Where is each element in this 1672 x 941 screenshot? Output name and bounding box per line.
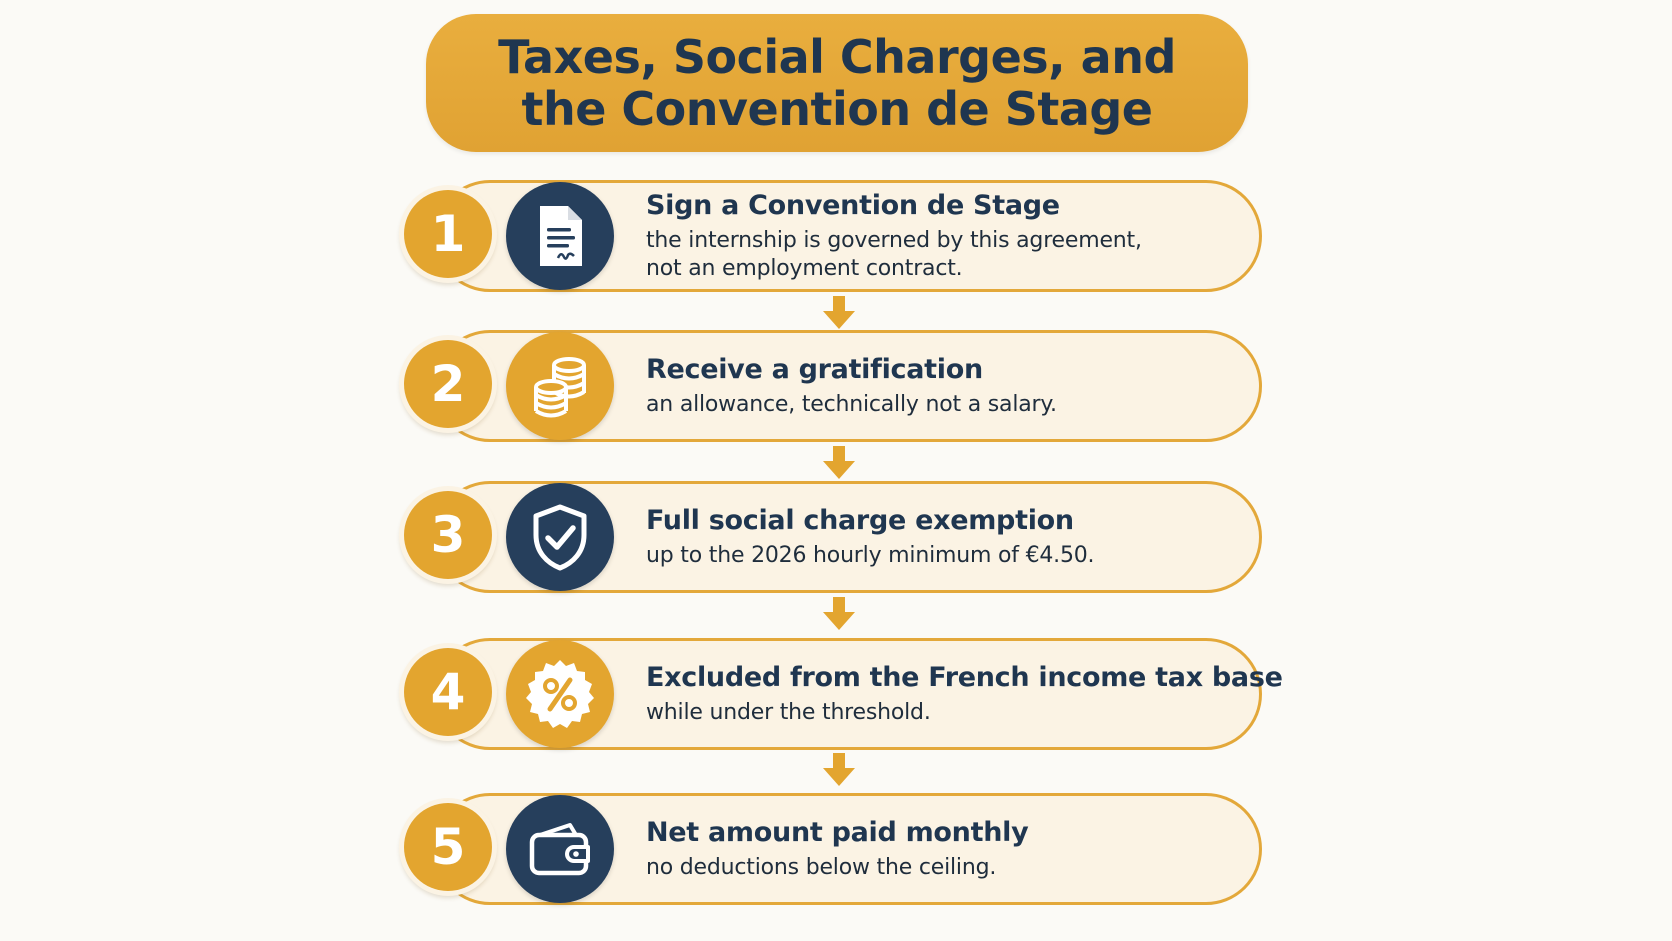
down-arrow-icon xyxy=(822,296,856,330)
step-1-text xyxy=(646,178,1246,294)
step-2-text xyxy=(646,328,1246,444)
wallet-icon xyxy=(506,795,614,903)
step-4-title: Excluded from the French income tax base xyxy=(646,662,1283,693)
step-4-desc: while under the threshold. xyxy=(646,700,931,725)
step-5-title: Net amount paid monthly xyxy=(646,817,1029,848)
title-line-2: the Convention de Stage xyxy=(521,82,1153,136)
percent-badge-icon xyxy=(506,640,614,748)
title-line-1: Taxes, Social Charges, and xyxy=(498,30,1176,84)
step-1-title: Sign a Convention de Stage xyxy=(646,190,1060,221)
step-5-text xyxy=(646,791,1246,907)
step-3-number: 3 xyxy=(404,491,492,579)
step-1-desc-line-2: not an employment contract. xyxy=(646,256,963,281)
step-2-desc: an allowance, technically not a salary. xyxy=(646,392,1057,417)
step-4-number: 4 xyxy=(404,648,492,736)
step-2-title: Receive a gratification xyxy=(646,354,983,385)
title-banner xyxy=(426,14,1248,152)
step-1-desc-line-1: the internship is governed by this agreement, xyxy=(646,228,1142,253)
step-4-text xyxy=(646,636,1283,752)
coins-icon xyxy=(506,332,614,440)
step-5 xyxy=(404,791,1264,911)
step-4 xyxy=(404,636,1283,756)
step-3-title: Full social charge exemption xyxy=(646,505,1074,536)
down-arrow-icon xyxy=(822,753,856,787)
step-3 xyxy=(404,479,1264,599)
step-1-number: 1 xyxy=(404,190,492,278)
step-5-desc: no deductions below the ceiling. xyxy=(646,855,997,880)
step-2-number: 2 xyxy=(404,340,492,428)
step-3-text xyxy=(646,479,1246,595)
shield-check-icon xyxy=(506,483,614,591)
step-3-desc: up to the 2026 hourly minimum of €4.50. xyxy=(646,543,1095,568)
step-5-number: 5 xyxy=(404,803,492,891)
step-1 xyxy=(404,178,1264,298)
down-arrow-icon xyxy=(822,446,856,480)
step-1-desc xyxy=(646,227,1246,283)
down-arrow-icon xyxy=(822,597,856,631)
document-icon xyxy=(506,182,614,290)
step-2 xyxy=(404,328,1264,448)
